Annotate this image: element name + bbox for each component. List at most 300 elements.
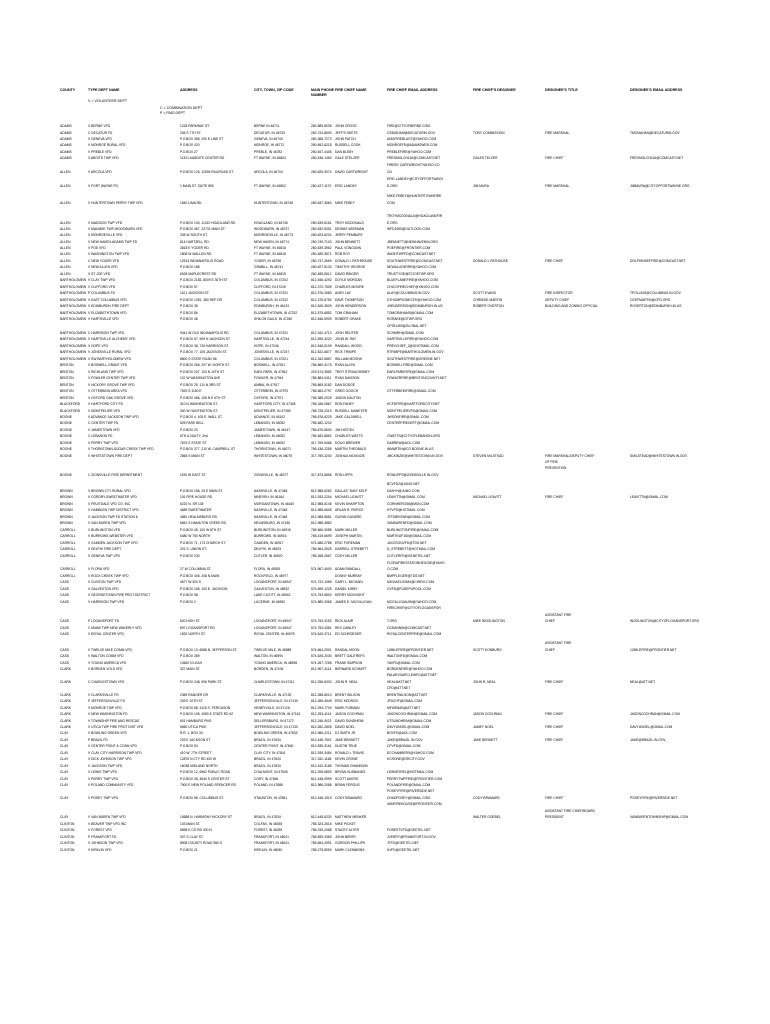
cell-dept-name: V OTTERBEIN AREA VFD: [88, 389, 128, 393]
cell-chief-email: POEFIRE@FRONTIER.COM: [387, 246, 431, 250]
cell-dept-name: V VAN BUREN TWP VFD: [88, 815, 126, 819]
cell-dept-name: V POSEY TWP VFD: [88, 796, 119, 800]
cell-county: CARROLL: [60, 534, 76, 538]
cell-chief-name: JASON DAUTON: [335, 396, 361, 400]
cell-city-zip: BRAZIL, IN 47834: [254, 757, 281, 761]
cell-chief-name: BRIAN FERGUS: [335, 783, 360, 787]
cell-address: 107 W WASHINGTON AVE: [180, 376, 221, 380]
table-row: [0, 454, 770, 459]
cell-phone: 812-526-3509: [311, 304, 332, 308]
cell-chief-name: JOHN HENDERSON: [335, 304, 366, 308]
cell-designee: SCOTT EVANS: [473, 291, 496, 295]
cell-chief-email: O.COM: [387, 567, 399, 571]
cell-city-zip: MONTPELIER, IN 47359: [254, 409, 291, 413]
cell-designee-email: OCEFMARTIN@CFD.ORG: [630, 298, 671, 302]
cell-dept-name: V SW BARTHOLOMEW VFD: [88, 357, 131, 361]
cell-chief-email: KCRONE@ORCITY.GOV: [387, 757, 425, 761]
cell-phone: 765-348-0867: [311, 402, 332, 406]
cell-city-zip: LEBANON, IN 46052: [254, 434, 285, 438]
cell-dept-name: V CLAY TWP VFD: [88, 278, 116, 282]
cell-dept-name: V GENEVA TWP VFD: [88, 554, 121, 558]
cell-dept-name: V HAMBLEN TWP DISTRICT VFD: [88, 508, 139, 512]
cell-chief-name: BRYAN HUSBANDS: [335, 770, 366, 774]
cell-address: P.O.BOX 156, 29 E MAIN ST.: [180, 489, 224, 493]
cell-county: CLAY: [60, 764, 69, 768]
cell-designee-title: FIRE MARSHAL/DEPUTY CHIEF: [545, 454, 595, 458]
cell-chief-email: RGRAKE@GTWP.ORG: [387, 317, 423, 321]
cell-designee-title: FIRE INSPECTOR: [545, 291, 573, 295]
cell-phone: 317-873-5856: [311, 473, 332, 477]
cell-city-zip: HOAGLAND, IN 46745: [254, 221, 288, 225]
cell-address: P.O.BOX 35: [180, 304, 198, 308]
cell-address: 7900 E NEW POLAND SPENCER RD: [180, 783, 237, 787]
cell-phone: 812-988-8581: [311, 515, 332, 519]
cell-dept-name: V VAN BUREN TWP VFD: [88, 521, 126, 525]
cell-chief-name: RON LIPPS: [335, 473, 353, 477]
cell-city-zip: YOUNG AMERICA, IN 46998: [254, 661, 298, 665]
table-row: [0, 751, 770, 756]
table-row: [0, 828, 770, 833]
cell-chief-name: DOYLE MORGAN: [335, 278, 362, 282]
cell-county: BENTON: [60, 370, 74, 374]
cell-dept-name: V OXFORD OAK GROVE VFD: [88, 396, 134, 400]
cell-city-zip: JAMESTOWN, IN 46147: [254, 428, 291, 432]
table-row: [0, 680, 770, 685]
cell-designee: MIKE WOOLINGTON: [473, 619, 505, 623]
cell-phone: 765-436-2255: [311, 447, 332, 451]
cell-city-zip: SELLERSBURG, IN 47172: [254, 719, 294, 723]
cell-chief-email: BMPFLEGER@TDS.NET: [387, 574, 425, 578]
cell-city-zip: EARL PARK, IN 47942: [254, 370, 288, 374]
cell-designee-title: ASSISTANT FIRE CHIEF/BOARD: [545, 809, 595, 813]
cell-chief-email: SCHMRH@GMAIL.COM: [387, 331, 424, 335]
cell-city-zip: LEBANON, IN 46052: [254, 441, 285, 445]
cell-county: CLARK: [60, 712, 71, 716]
cell-designee-title: FIRE CHIEF: [545, 796, 564, 800]
cell-phone: 812-288-8010: [311, 693, 332, 697]
cell-chief-email: FOWLERFIRE@BENTONCOUNTY.NET: [387, 376, 447, 380]
cell-chief-email: WASHTWPFD@COMCAST.NET: [387, 252, 436, 256]
cell-county: CARROLL: [60, 554, 76, 558]
cell-chief-name: JOSHUA MCKINZIE: [335, 454, 365, 458]
cell-phone: 812-448-1919: [311, 796, 332, 800]
cell-chief-name: DONALD L PATHROUSE: [335, 259, 373, 263]
cell-address: P.O.BOX 25, 110 N 3RD ST.: [180, 383, 222, 387]
cell-chief-email: PALAEVDARCLEWFC@ATT.NET: [387, 673, 437, 677]
cell-city-zip: JEFFERSONVILLE, IN 47130: [254, 725, 298, 729]
table-row: [0, 606, 770, 611]
cell-dept-name: V JONESVILLE RURAL VFD: [88, 350, 131, 354]
table-row: [0, 357, 770, 362]
cell-city-zip: WOODBURN, IN 46797: [254, 227, 290, 231]
cell-county: BROWN: [60, 495, 73, 499]
cell-dept-name: V MONROE TWP VFD: [88, 706, 122, 710]
table-row: [0, 600, 770, 605]
cell-county: CLAY: [60, 815, 69, 819]
cell-dept-name: V HARTFORD CITY FD: [88, 402, 124, 406]
cell-chief-name: DARRELL STREBETT: [335, 547, 369, 551]
cell-address: P.O.BOX 266, 207 W. NORTH ST.: [180, 363, 230, 367]
cell-dept-name: V TWELVE MILE COMM VFD: [88, 648, 132, 652]
cell-city-zip: ZIONSVILLE, IN 46077: [254, 473, 289, 477]
cell-chief-name: PAUL VONGUNN: [335, 246, 362, 250]
cell-phone: 812-376-6750: [311, 298, 332, 302]
cell-chief-name: JAKE CALDWELL: [335, 415, 362, 419]
cell-dept-name: V CENTER POINT & CONN VFD: [88, 744, 137, 748]
cell-city-zip: OXFORD, IN 47971: [254, 396, 284, 400]
cell-phone: 765-324-2616: [311, 822, 332, 826]
cell-city-zip: GRABILL, IN 46741: [254, 265, 284, 269]
cell-chief-name: DAVID SUNDHEIM: [335, 719, 364, 723]
cell-address: 1808 W WALLEN RD.: [180, 252, 213, 256]
table-row: [0, 214, 770, 219]
cell-chief-email: JHENDERSON@EDINBURGH.IN.US: [387, 304, 443, 308]
cell-chief-email: WALTONFD@GMAIL.COM: [387, 654, 428, 658]
cell-chief-email: MARTINJF160@GMAIL.COM: [387, 534, 431, 538]
cell-city-zip: POLAND, IN 47868: [254, 783, 283, 787]
cell-chief-name: ERIC LANDEY: [335, 184, 357, 188]
cell-county: CLARK: [60, 706, 71, 710]
cell-chief-name: SCOTT AKERS: [335, 777, 359, 781]
cell-chief-name: JOSEPH MARTIN: [335, 534, 362, 538]
cell-address: P.O.BOX 2183, 8009 E 30TH ST: [180, 278, 228, 282]
cell-phone: 812-596-3220: [311, 337, 332, 341]
cell-dept-name: C NEW YODER VFD: [88, 259, 120, 263]
cell-chief-email: JASONCOCHRAN@GMAIL.COM: [387, 712, 437, 716]
cell-city-zip: HOPE, IN 47246: [254, 344, 279, 348]
cell-chief-name: RYAN ALLEN: [335, 363, 356, 367]
table-row: [0, 389, 770, 394]
cell-phone: 812-967-3114: [311, 667, 332, 671]
cell-dept-name: V PERRY TWP VFD: [88, 777, 118, 781]
cell-city-zip: COLUMBUS, IN 47202: [254, 278, 288, 282]
cell-chief-email: CENTERFIREDEPT@GMAIL.COM: [387, 421, 440, 425]
cell-city-zip: COLUMBUS, IN 47201: [254, 331, 288, 335]
cell-address: 201 S. UNION ST.: [180, 547, 207, 551]
cell-county: CLINTON: [60, 841, 75, 845]
cell-phone: 812-442-3185: [311, 764, 332, 768]
cell-county: ALLEN: [60, 265, 71, 269]
header-designee-title: DESIGNEE'S TITLE: [545, 88, 578, 92]
cell-chief-email: FREDMOLCH116@COMCAST.NET: [387, 156, 441, 160]
cell-chief-email: ALAY@COLUMBUS.IN.GOV: [387, 291, 430, 295]
cell-chief-email: HTVFD@HOTMAIL.COM: [387, 508, 425, 512]
cell-county: CASS: [60, 587, 69, 591]
cell-designee: CHRISSIE MARTIN: [473, 298, 503, 302]
table-row: [0, 331, 770, 336]
cell-dept-name: V ROYAL CENTER VFD: [88, 632, 124, 636]
table-row: [0, 554, 770, 559]
cell-phone: 812-246-4021: [311, 719, 332, 723]
cell-dept-name: C HARRISON TWP VFD: [88, 331, 125, 335]
cell-dept-name: V DICK JOHNSON TWP VFD: [88, 757, 132, 761]
cell-county: BOONE: [60, 434, 72, 438]
header-fire-chief-email: FIRE CHIEF EMAIL ADDRESS: [387, 88, 438, 92]
cell-designee-title: PREVENTION: [545, 466, 567, 470]
cell-address: P.O.BOX 23: [180, 428, 198, 432]
cell-chief-name: DANIEL KIRBY: [335, 587, 358, 591]
table-row: [0, 764, 770, 769]
cell-dept-name: C ZIONSVILLE FIRE DEPARTMENT: [88, 473, 143, 477]
cell-dept-name: V NEW HAVEN-ADAMS TWP FD: [88, 240, 138, 244]
cell-county: BARTHOLOMEW: [60, 317, 87, 321]
cell-dept-name: V NEW WASHINGTON FD: [88, 712, 128, 716]
table-row: [0, 822, 770, 827]
cell-dept-name: C DECATUR FD: [88, 131, 113, 135]
cell-designee: SCOTT KONBURG: [473, 648, 502, 652]
cell-dept-name: V BOWLING GREEN VFD: [88, 731, 127, 735]
cell-address: 4881 HEALMSBURG RD.: [180, 515, 218, 519]
cell-chief-email: CPVFD@GMAIL.COM: [387, 744, 421, 748]
cell-chief-name: DAN BLEBY: [335, 150, 354, 154]
cell-dept-name: P COLUMBUS FD: [88, 291, 116, 295]
cell-phone: 812-988-5146: [311, 502, 332, 506]
cell-dept-name: V YOUNG AMERICA VFD: [88, 661, 127, 665]
cell-city-zip: FLORA, IN 46929: [254, 567, 281, 571]
table-row: [0, 383, 770, 388]
cell-city-zip: BOWLING GREEN, IN 47833: [254, 731, 298, 735]
cell-phone: 812-579-6852: [311, 311, 332, 315]
cell-chief-email: ERIC.LANDEY@CITYOFFORTWAYN: [387, 177, 443, 181]
cell-designee-title: ASSISTANT FIRE: [545, 613, 572, 617]
cell-dept-name: V WASHINGTON TWP VFD: [88, 252, 130, 256]
cell-phone: 812-342-5857: [311, 357, 332, 361]
cell-chief-email: WMARTIN@CO.BOONE.IN.US: [387, 447, 434, 451]
cell-phone: 765-884-0411: [311, 376, 332, 380]
table-row: [0, 163, 770, 168]
cell-designee: TONY COMMISSION: [473, 131, 505, 135]
table-row: [0, 757, 770, 762]
table-row: [0, 131, 770, 136]
cell-chief-name: MICHAEL LEAVITT: [335, 495, 364, 499]
cell-phone: 812-933-2204: [311, 495, 332, 499]
cell-address: 6220 N. SR 135: [180, 502, 204, 506]
table-row: [0, 541, 770, 546]
table-row: [0, 376, 770, 381]
table-row: [0, 447, 770, 452]
cell-county: BROWN: [60, 489, 73, 493]
cell-address: P.O.BOX 57, 909 N JACKSON ST: [180, 337, 230, 341]
cell-phone: 260-485-5612: [311, 272, 332, 276]
cell-address: 410 W. 7TH STREET: [180, 751, 212, 755]
legend-paid: P = PAID DEPT: [160, 111, 186, 115]
cell-dept-name: P FRANKFORT FD: [88, 835, 117, 839]
cell-address: P.O.BOX 188: [180, 265, 200, 269]
cell-chief-name: DALLAS "DAN" KELP: [335, 489, 368, 493]
cell-designee-email: VANBURENTOWNSHIP@GMAIL.COM: [630, 815, 688, 819]
cell-address: P.O.BOX 21: [180, 848, 198, 852]
cell-county: CLAY: [60, 770, 69, 774]
cell-phone: 812-294-7700: [311, 706, 332, 710]
table-row: [0, 712, 770, 717]
cell-dept-name: V EAST COLUMBUS VFD: [88, 298, 127, 302]
table-row: [0, 311, 770, 316]
cell-address: 12876 N CTY RD 400 W: [180, 757, 217, 761]
cell-dept-name: V BURLINGTON VFD: [88, 528, 121, 532]
cell-chief-name: DAVID RINGER: [335, 272, 359, 276]
cell-city-zip: BORDEN, IN 47106: [254, 667, 284, 671]
table-row: [0, 233, 770, 238]
cell-address: 620 HIGH ST.: [180, 619, 201, 623]
cell-chief-email: MIKE.FEBEY@HUNTERTOWNFIRE: [387, 194, 442, 198]
cell-phone: 765-676-5600: [311, 428, 332, 432]
cell-chief-name: GREG GOOCH: [335, 389, 359, 393]
table-row: [0, 738, 770, 743]
cell-city-zip: NASHVILLE, IN 47448: [254, 515, 288, 519]
cell-county: ADAMS: [60, 150, 72, 154]
cell-city-zip: PREBLE, IN 46782: [254, 150, 283, 154]
cell-chief-name: JOHN BENNETT: [335, 240, 361, 244]
legend-combination: C = COMBINATION DEPT: [160, 106, 203, 110]
cell-address: P.O.BOX 35, 4640 S CENTER ST: [180, 777, 230, 781]
cell-dept-name: V WALTON COMM VFD: [88, 654, 124, 658]
cell-chief-name: JOHN BERRY: [335, 835, 357, 839]
cell-dept-name: V ELIZABETHTOWN VFD: [88, 311, 127, 315]
cell-dept-name: V JACKSON TWP FD STATION 6: [88, 515, 138, 519]
cell-phone: 812-988-4882: [311, 521, 332, 525]
cell-chief-email: JAKE@BRAZIL.IN.GOV: [387, 738, 423, 742]
table-row: [0, 184, 770, 189]
cell-chief-email: BLUEFLAMEFIRE@YAHOO.COM: [387, 278, 438, 282]
cell-address: P.O.BOX 420: [180, 143, 200, 147]
cell-chief-email: VANBURENFD@GMAIL.COM: [387, 521, 432, 525]
cell-address: 3818 E YODER RD.: [180, 246, 210, 250]
cell-county: CASS: [60, 661, 69, 665]
cell-chief-name: FRANK SIMPSON: [335, 661, 363, 665]
cell-phone: 260-623-6224: [311, 233, 332, 237]
cell-city-zip: BURLINGTON, IN 46915: [254, 528, 291, 532]
cell-address: 327 MAIN ST.: [180, 667, 201, 671]
cell-county: CLAY: [60, 777, 69, 781]
table-row: [0, 150, 770, 155]
table-row: [0, 259, 770, 264]
cell-county: CARROLL: [60, 574, 76, 578]
cell-designee-title: FIRE CHIEF: [545, 725, 564, 729]
cell-dept-name: V GEORGETOWN FIRE PROT DISTRICT: [88, 593, 151, 597]
cell-dept-name: V BOSWELL-GRANT VFD: [88, 363, 128, 367]
cell-dept-name: V JACKSON TWP VFD: [88, 764, 123, 768]
table-row: [0, 265, 770, 270]
cell-address: 1 MAIN ST. SUITE 890: [180, 184, 214, 188]
cell-chief-email: ECCHAMBERS@YAHOO.COM: [387, 751, 434, 755]
cell-chief-email: JACKSONVFD@TDS.NET: [387, 541, 427, 545]
cell-chief-name: MARK FURMAN: [335, 706, 360, 710]
cell-chief-email: ROYALCENTERFIRE@GMAIL.COM: [387, 632, 442, 636]
cell-county: ADAMS: [60, 131, 72, 135]
cell-county: ADAMS: [60, 137, 72, 141]
header-city-town-zip: CITY, TOWN, ZIP CODE: [254, 88, 294, 92]
cell-county: CASS: [60, 580, 69, 584]
cell-chief-email: RONLIPPS@ZIONSVILLE.IN.GOV: [387, 473, 439, 477]
cell-chief-name: DENNIS WISEMAN: [335, 227, 365, 231]
cell-city-zip: OTTERBEIN, IN 47970: [254, 389, 289, 393]
cell-city-zip: YODER, IN 46798: [254, 259, 281, 263]
cell-county: CLAY: [60, 751, 69, 755]
cell-city-zip: NEW WASHINGTON, IN 47162: [254, 712, 301, 716]
cell-phone: 812-342-4710: [311, 331, 332, 335]
cell-address: 16038 MIDLAND NORTH: [180, 764, 218, 768]
cell-chief-email: MONTPELIERVFD@GMAIL.COM: [387, 409, 438, 413]
cell-chief-email: E.ORG: [387, 184, 398, 188]
cell-chief-email: FIRE@CITYOFBERNE.COM: [387, 124, 430, 128]
table-row: [0, 699, 770, 704]
cell-dept-name: V POE VFD: [88, 246, 106, 250]
header-address: ADDRESS: [180, 88, 198, 92]
cell-city-zip: CLARKSVILLE, IN 47130: [254, 693, 292, 697]
cell-address: 2865 S MAIN ST: [180, 454, 205, 458]
table-row: [0, 473, 770, 478]
cell-chief-email: CSBIGHAM@DECATURIN.GOV: [387, 131, 436, 135]
table-row: [0, 547, 770, 552]
cell-chief-email: BCVFD2@JUNO.NET: [387, 482, 420, 486]
cell-county: CLINTON: [60, 835, 75, 839]
table-row: [0, 841, 770, 846]
cell-dept-name: V PREBLE VFD: [88, 150, 112, 154]
cell-city-zip: FT WAYNE, IN 46816: [254, 246, 286, 250]
cell-phone: 765-728-2319: [311, 409, 332, 413]
cell-chief-name: TROY STRAUGHSBEY: [335, 370, 370, 374]
cell-city-zip: ELIZABETHTOWN, IN 47232: [254, 311, 298, 315]
cell-city-zip: BOSWELL, IN 47921: [254, 363, 286, 367]
cell-address: P.O.BOX 466, 108 N E 6TH ST: [180, 396, 226, 400]
cell-chief-name: ERIC FOREMAN: [335, 541, 361, 545]
cell-phone: 765-566-3085: [311, 528, 332, 532]
cell-address: P.O.BOX 355, 200 E LINE ST: [180, 137, 224, 141]
cell-designee-email: TPOLLING@COLUMBUS.IN.GOV: [630, 291, 681, 295]
cell-address: 1228 PARKWAY ST.: [180, 124, 210, 128]
cell-county: ALLEN: [60, 201, 71, 205]
cell-city-zip: COALMONT, IN 47845: [254, 770, 288, 774]
cell-dept-name: V FLORA VFD: [88, 567, 110, 571]
cell-chief-name: ARLAN R. PIERCE: [335, 508, 364, 512]
cell-chief-name: DAVID CARTWRIGHT: [335, 170, 369, 174]
cell-phone: 260-724-8609: [311, 131, 332, 135]
cell-city-zip: ROYAL CENTER, IN 46978: [254, 632, 295, 636]
cell-designee-email: JAKE@BRAZIL.IN.GOV: [630, 738, 666, 742]
cell-city-zip: BRAZIL, IN 47834: [254, 764, 281, 768]
cell-dept-name: V CAMDEN JACKSON TWP VFD: [88, 541, 138, 545]
cell-city-zip: SHILOH GAILS, IN 47260: [254, 317, 293, 321]
table-row: [0, 194, 770, 199]
cell-phone: 812-285-4649: [311, 699, 332, 703]
table-row: [0, 673, 770, 678]
cell-county: CARROLL: [60, 547, 76, 551]
cell-chief-name: KEVIN SHARPTON: [335, 502, 365, 506]
cell-chief-email: PREBLEFIRE@YAHOO.COM: [387, 150, 432, 154]
cell-phone: 260-747-2669: [311, 259, 332, 263]
cell-phone: 765-869-5182: [311, 383, 332, 387]
cell-chief-email: JTFDBROWN@GMAIL.COM: [387, 515, 430, 519]
cell-chief-email: OCEANNW@COMCAST.NET: [387, 626, 432, 630]
cell-chief-email: DAVYUNOEL@GMAIL.COM: [387, 725, 430, 729]
cell-chief-name: DAVE THOMPSON: [335, 298, 364, 302]
cell-designee-email: POSEYFIRE@RIVERSIDE.NET: [630, 796, 678, 800]
cell-county: BARTHOLOMEW: [60, 344, 87, 348]
cell-chief-email: FIRECHIEF@CITYOFLOGANSPOR: [387, 606, 441, 610]
cell-phone: 812-448-0999: [311, 777, 332, 781]
cell-county: BARTHOLOMEW: [60, 304, 87, 308]
cell-county: BROWN: [60, 521, 73, 525]
cell-address: P.O.BOX 2: [180, 600, 196, 604]
cell-dept-name: V POLAND COMMUNITY VFD: [88, 783, 134, 787]
cell-dept-name: V MADISON TWP VFD: [88, 221, 123, 225]
cell-city-zip: CENTER POINT, IN 47840: [254, 744, 294, 748]
cell-chief-email: KVFD@GEETEL.NET: [387, 848, 420, 852]
cell-county: CASS: [60, 593, 69, 597]
cell-address: 209 E 10TH ST: [180, 699, 203, 703]
cell-phone: 812-372-7505: [311, 285, 332, 289]
cell-chief-name: MARK CLEMMONS: [335, 848, 365, 852]
